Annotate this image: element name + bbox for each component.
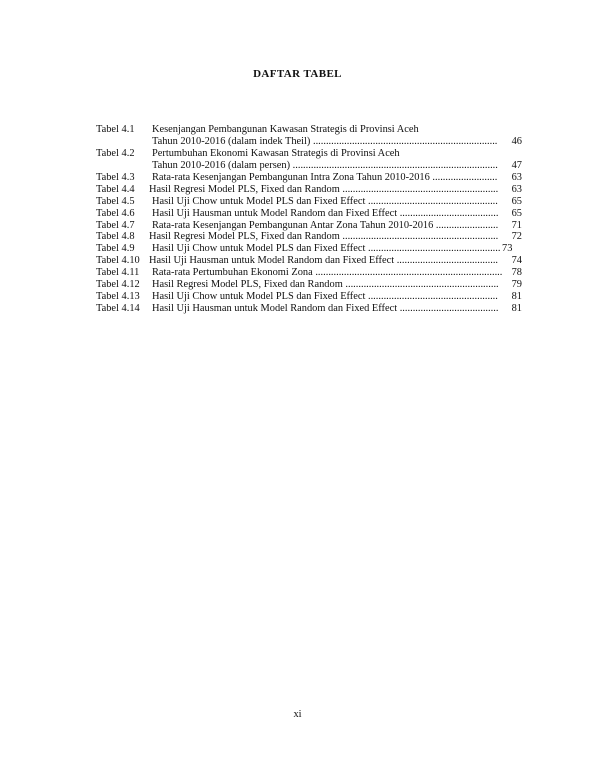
- page-number: 72: [511, 231, 522, 243]
- page-number: 47: [511, 159, 522, 171]
- table-number: Tabel 4.9: [96, 243, 135, 255]
- page-number: 73: [502, 243, 513, 255]
- page-number: 78: [511, 267, 522, 279]
- table-title: Rata-rata Kesenjangan Pembangunan Intra Zona Tahun 2010-2016 .....: [152, 172, 498, 184]
- table-number: Tabel 4.6: [96, 207, 135, 219]
- page-number: 65: [511, 207, 522, 219]
- table-title: Rata-rata Pertumbuhan Ekonomi Zona .....: [152, 267, 502, 279]
- list-item-continuation: [96, 136, 522, 148]
- table-number: Tabel 4.13: [96, 291, 140, 303]
- table-number: Tabel 4.5: [96, 195, 135, 207]
- page-number: 65: [511, 195, 522, 207]
- page-footer-number: xi: [293, 709, 302, 720]
- table-number: Tabel 4.11: [96, 267, 140, 279]
- list-item: [96, 148, 522, 160]
- page-number: 71: [511, 219, 522, 231]
- list-item: [96, 267, 522, 279]
- table-number: Tabel 4.10: [96, 255, 140, 267]
- page-number: 74: [511, 255, 522, 267]
- list-item: [96, 196, 522, 208]
- table-number: Tabel 4.12: [96, 279, 140, 291]
- list-item: [96, 208, 522, 220]
- table-title: Pertumbuhan Ekonomi Kawasan Strategis di Provinsi Aceh: [152, 147, 400, 159]
- table-title: Hasil Regresi Model PLS, Fixed dan Random .....: [149, 184, 498, 196]
- list-item: [96, 303, 522, 315]
- list-item: [96, 255, 522, 267]
- table-number: Tabel 4.3: [96, 171, 135, 183]
- table-title-continued: Tahun 2010-2016 (dalam indek Theil) .....: [152, 136, 498, 148]
- list-item: [96, 243, 522, 255]
- list-item: [96, 220, 522, 232]
- table-title: Hasil Uji Hausman untuk Model Random dan Fixed Effect .....: [149, 255, 498, 267]
- table-number: Tabel 4.4: [96, 183, 135, 195]
- table-title: Hasil Uji Chow untuk Model PLS dan Fixed Effect .....: [152, 243, 500, 255]
- table-title-continued: Tahun 2010-2016 (dalam persen) .....: [152, 160, 498, 172]
- table-number: Tabel 4.1: [96, 124, 135, 135]
- page-title: DAFTAR TABEL: [253, 68, 342, 80]
- list-item: [96, 172, 522, 184]
- page-number: 81: [511, 303, 522, 315]
- table-number: Tabel 4.2: [96, 147, 135, 159]
- table-list: [96, 124, 522, 315]
- table-title: Hasil Regresi Model PLS, Fixed dan Random .....: [149, 231, 498, 243]
- table-title: Rata-rata Kesenjangan Pembangunan Antar Zona Tahun 2010-2016 .....: [152, 220, 498, 232]
- list-item: [96, 291, 522, 303]
- list-item: [96, 231, 522, 243]
- table-title: Hasil Regresi Model PLS, Fixed dan Random .....: [152, 279, 498, 291]
- page-number: 81: [511, 291, 522, 303]
- table-number: Tabel 4.8: [96, 231, 135, 243]
- table-title: Hasil Uji Chow untuk Model PLS dan Fixed Effect .....: [152, 291, 498, 303]
- list-item-continuation: [96, 160, 522, 172]
- page-number: 46: [511, 135, 522, 147]
- page-number: 63: [511, 171, 522, 183]
- list-item: [96, 124, 522, 136]
- table-number: Tabel 4.14: [96, 303, 140, 315]
- table-title: Kesenjangan Pembangunan Kawasan Strategis di Provinsi Aceh: [152, 124, 419, 135]
- table-number: Tabel 4.7: [96, 219, 135, 231]
- table-title: Hasil Uji Hausman untuk Model Random dan Fixed Effect .....: [152, 208, 498, 220]
- page-number: 79: [511, 279, 522, 291]
- list-item: [96, 279, 522, 291]
- table-title: Hasil Uji Hausman untuk Model Random dan Fixed Effect .....: [152, 303, 498, 315]
- list-item: [96, 184, 522, 196]
- page-number: 63: [511, 183, 522, 195]
- table-title: Hasil Uji Chow untuk Model PLS dan Fixed Effect .....: [152, 196, 498, 208]
